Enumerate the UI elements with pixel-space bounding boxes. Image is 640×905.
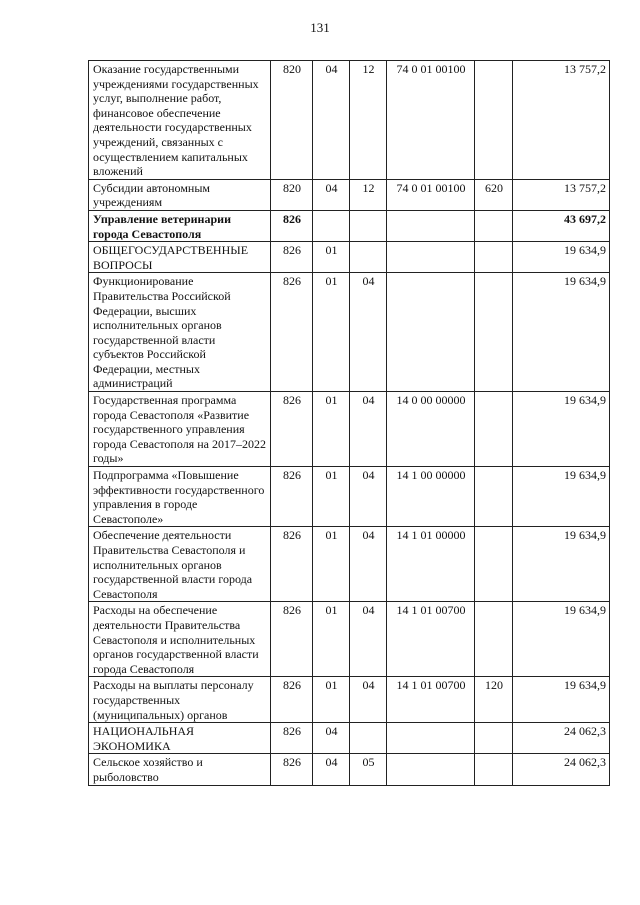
row-expense-type-cell (475, 723, 513, 754)
row-amount-cell: 43 697,2 (513, 210, 610, 241)
row-name-cell: Функционирование Правительства Российской Федерации, высших исполнительных органов государственной власти субъектов Российской Федерации, местных администраций (89, 273, 271, 392)
row-grbs-cell: 826 (271, 392, 313, 467)
row-amount-cell: 19 634,9 (513, 273, 610, 392)
row-target-article-cell: 74 0 01 00100 (387, 179, 475, 210)
row-grbs-cell: 826 (271, 677, 313, 723)
row-grbs-cell: 826 (271, 723, 313, 754)
table-row (89, 527, 610, 602)
row-grbs-cell: 826 (271, 242, 313, 273)
row-expense-type-cell (475, 467, 513, 527)
row-expense-type-cell (475, 392, 513, 467)
row-expense-type-cell (475, 61, 513, 180)
row-subsection-cell: 12 (350, 179, 387, 210)
budget-table (88, 60, 610, 786)
table-row (89, 242, 610, 273)
row-amount-cell: 19 634,9 (513, 392, 610, 467)
row-amount-cell: 13 757,2 (513, 179, 610, 210)
row-amount-cell: 24 062,3 (513, 754, 610, 785)
row-subsection-cell: 04 (350, 527, 387, 602)
row-target-article-cell (387, 754, 475, 785)
row-subsection-cell: 04 (350, 273, 387, 392)
row-amount-cell: 19 634,9 (513, 242, 610, 273)
row-amount-cell: 13 757,2 (513, 61, 610, 180)
table-row (89, 61, 610, 180)
table-row (89, 723, 610, 754)
row-name-cell: Подпрограмма «Повышение эффективности государственного управления в городе Севастополе» (89, 467, 271, 527)
row-name-cell: Расходы на выплаты персоналу государственных (муниципальных) органов (89, 677, 271, 723)
table-row (89, 210, 610, 241)
row-name-cell: Расходы на обеспечение деятельности Правительства Севастополя и исполнительных органов государственной власти города Севастополя (89, 602, 271, 677)
row-target-article-cell: 14 1 01 00700 (387, 677, 475, 723)
row-target-article-cell: 74 0 01 00100 (387, 61, 475, 180)
budget-table-body (89, 61, 610, 786)
row-grbs-cell: 826 (271, 273, 313, 392)
row-name-cell: Государственная программа города Севастополя «Развитие государственного управления города Севастополя на 2017–2022 годы» (89, 392, 271, 467)
row-expense-type-cell (475, 527, 513, 602)
row-expense-type-cell (475, 210, 513, 241)
row-amount-cell: 19 634,9 (513, 602, 610, 677)
row-expense-type-cell (475, 273, 513, 392)
row-section-cell: 04 (313, 179, 350, 210)
table-row (89, 754, 610, 785)
row-target-article-cell: 14 1 01 00700 (387, 602, 475, 677)
row-amount-cell: 19 634,9 (513, 527, 610, 602)
row-target-article-cell: 14 0 00 00000 (387, 392, 475, 467)
row-grbs-cell: 820 (271, 61, 313, 180)
row-subsection-cell: 04 (350, 677, 387, 723)
row-subsection-cell (350, 210, 387, 241)
row-section-cell: 01 (313, 392, 350, 467)
row-subsection-cell (350, 242, 387, 273)
row-section-cell: 01 (313, 602, 350, 677)
row-name-cell: Управление ветеринарии города Севастополя (89, 210, 271, 241)
row-expense-type-cell (475, 754, 513, 785)
row-grbs-cell: 826 (271, 602, 313, 677)
row-subsection-cell: 04 (350, 467, 387, 527)
row-expense-type-cell (475, 242, 513, 273)
row-target-article-cell (387, 210, 475, 241)
table-row (89, 467, 610, 527)
row-section-cell: 04 (313, 754, 350, 785)
row-grbs-cell: 820 (271, 179, 313, 210)
row-name-cell: НАЦИОНАЛЬНАЯ ЭКОНОМИКА (89, 723, 271, 754)
row-grbs-cell: 826 (271, 754, 313, 785)
row-target-article-cell (387, 273, 475, 392)
row-expense-type-cell: 620 (475, 179, 513, 210)
row-grbs-cell: 826 (271, 210, 313, 241)
row-amount-cell: 19 634,9 (513, 677, 610, 723)
row-section-cell: 01 (313, 677, 350, 723)
table-row (89, 602, 610, 677)
row-section-cell: 01 (313, 273, 350, 392)
row-subsection-cell: 04 (350, 602, 387, 677)
row-amount-cell: 19 634,9 (513, 467, 610, 527)
row-target-article-cell: 14 1 01 00000 (387, 527, 475, 602)
row-name-cell: Оказание государственными учреждениями государственных услуг, выполнение работ, финансовое обеспечение деятельности государственных учреждений, связанных с осуществлением капитальных вложений (89, 61, 271, 180)
row-grbs-cell: 826 (271, 527, 313, 602)
row-subsection-cell: 04 (350, 392, 387, 467)
row-subsection-cell: 12 (350, 61, 387, 180)
row-name-cell: Обеспечение деятельности Правительства Севастополя и исполнительных органов государственной власти города Севастополя (89, 527, 271, 602)
row-target-article-cell (387, 723, 475, 754)
row-section-cell: 04 (313, 723, 350, 754)
table-row (89, 273, 610, 392)
table-row (89, 677, 610, 723)
row-target-article-cell: 14 1 00 00000 (387, 467, 475, 527)
row-section-cell: 04 (313, 61, 350, 180)
row-expense-type-cell (475, 602, 513, 677)
row-section-cell (313, 210, 350, 241)
row-expense-type-cell: 120 (475, 677, 513, 723)
row-section-cell: 01 (313, 467, 350, 527)
page-number: 131 (310, 20, 330, 35)
row-section-cell: 01 (313, 242, 350, 273)
row-name-cell: Сельское хозяйство и рыболовство (89, 754, 271, 785)
row-grbs-cell: 826 (271, 467, 313, 527)
row-amount-cell: 24 062,3 (513, 723, 610, 754)
row-subsection-cell: 05 (350, 754, 387, 785)
row-target-article-cell (387, 242, 475, 273)
row-subsection-cell (350, 723, 387, 754)
table-row (89, 392, 610, 467)
row-section-cell: 01 (313, 527, 350, 602)
table-row (89, 179, 610, 210)
row-name-cell: ОБЩЕГОСУДАРСТВЕННЫЕ ВОПРОСЫ (89, 242, 271, 273)
row-name-cell: Субсидии автономным учреждениям (89, 179, 271, 210)
